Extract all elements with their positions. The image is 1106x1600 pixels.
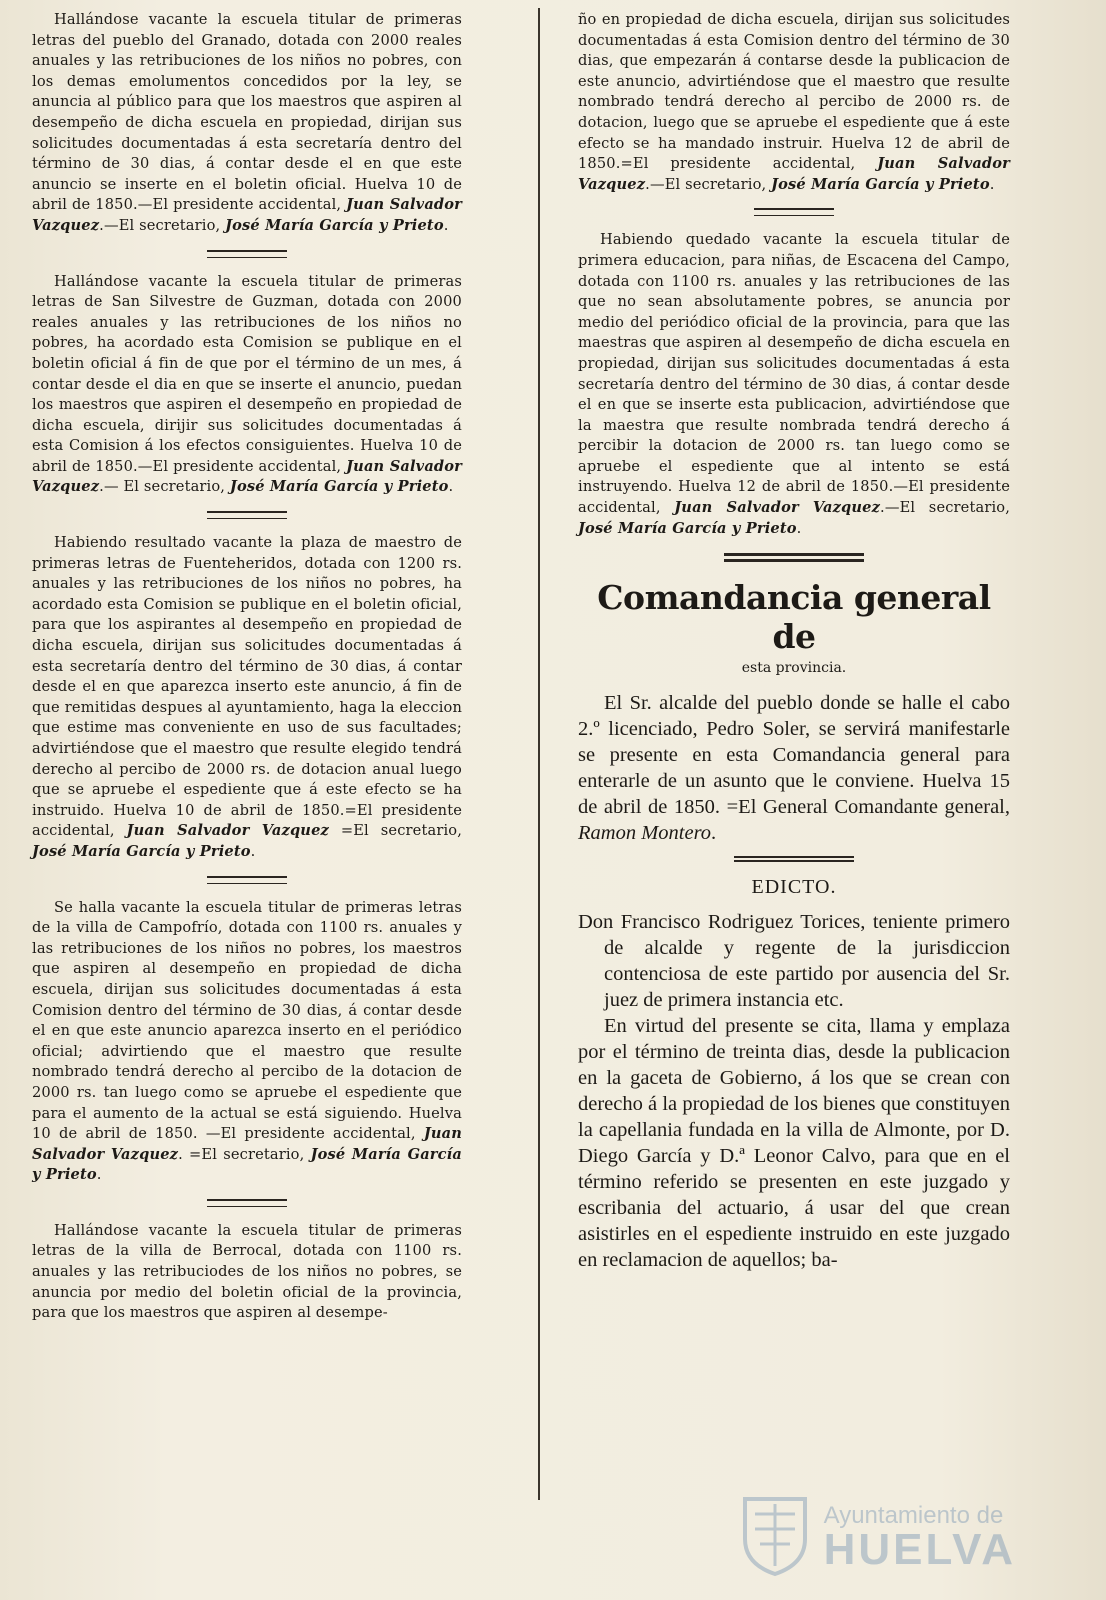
notice-text: . =El secretario, [178,1145,311,1163]
section-heading: Comandancia general de [597,578,991,657]
notice-text: =El secretario, [328,822,462,840]
right-column [578,10,1010,1273]
notice-text: Hallándose vacante la escuela titular de primeras letras del pueblo del Granado, dotada con 2000 reales anuales y las retribuciones de los niños no pobres, con los demas emolumentos concedidos por la ley, se anuncia al público para que los maestros que aspiren al desempeño de dicha escuela en propiedad, dirijan sus solicitudes documentadas á esta secretaría dentro del término de 30 dias, á contar desde el en que este anuncio se inserte en el boletin oficial. Huelva 10 de abril de 1850.—El presidente accidental, [32,11,462,214]
signature-presidente: Juan Salvador Vazquez [32,457,462,496]
left-column [32,10,462,1324]
signature-comandante: Ramon Montero [578,822,712,845]
notice-text: .—El secretario, [645,175,772,193]
notice-text: .—El secretario, [880,499,1011,517]
signature-secretario: José María García y Prieto [578,519,797,537]
notice-text: . [96,1166,102,1184]
notice-text: Hallándose vacante la escuela titular de primeras letras de la villa de Berrocal, dotada con 1100 rs. anuales y las retribuciodes de los niños no pobres, se anuncia por medio del boletin oficial de la provincia, para que los maestros que aspiren al desempe- [32,1221,462,1322]
notice-berrocal [32,1221,462,1324]
section-rule [734,856,854,862]
signature-presidente: Juan Salvador Vazquez [32,196,462,234]
notice-san-silvestre [32,272,462,499]
notice-text: Habiendo resultado vacante la plaza de maestro de primeras letras de Fuenteheridos, dotada con 1200 rs. anuales y las retribuciones de los niños no pobres, ha acordado esta Comision se publique en el boletin oficial, para que los aspirantes al desempeño en propiedad de dicha escuela, dirijan sus solicitudes documentadas á esta secretaría dentro del término de 30 dias, á contar desde el en que aparezca inserto este anuncio, á fin de que remitidas despues al ayuntamiento, haga la eleccion que estime mas conveniente en uso de sus facultades; advirtiéndose que el maestro que resulte elegido tendrá derecho al percibo de 2000 rs. de dotacion anual luego que se apruebe el espediente que á este efecto se ha instruido. Huelva 10 de abril de 1850.=El presidente accidental, [32,534,462,840]
signature-secretario: José María García y Prieto [32,842,251,860]
notice-text: .— El secretario, [99,478,230,496]
section-rule [207,876,287,884]
archive-watermark [740,1494,1016,1578]
notice-text: Hallándose vacante la escuela titular de primeras letras de San Silvestre de Guzman, dotada con 2000 reales anuales y las retribuciones de los niños no pobres, ha acordado esta Comision se publique en el boletin oficial á fin de que por el término de un mes, á contar desde el dia en que se inserte el anuncio, puedan los maestros que aspiren el desempeño en propiedad de dicha escuela, dirijir sus solicitudes documentadas á esta Comision á los efectos consiguientes. Huelva 10 de abril de 1850.—El presidente accidental, [32,272,462,475]
notice-text: ño en propiedad de dicha escuela, dirijan sus solicitudes documentadas á esta Comision dentro del término de 30 dias, que empezarán á contarse desde la publicacion de este anuncio, advirtiéndose que el maestro que resulte nombrado tendrá derecho al percibo de 2000 rs. de dotacion, luego que se apruebe el espediente que á este efecto se ha mandado instruir. Huelva 12 de abril de 1850.=El presidente accidental, [578,11,1010,173]
notice-text: . [443,216,449,234]
notice-text: Se halla vacante la escuela titular de primeras letras de la villa de Campofrío, dotada con 1100 rs. anuales y las retribuciones de los niños no pobres, los maestros que aspiren al desempeño en propiedad de dicha escuela, dirijan sus solicitudes documentadas á esta Comision dentro del término de 30 dias, á contar desde el en que este anuncio aparezca inserto en el periódico oficial; advirtiendo que el maestro que resulte nombrado tendrá derecho al percibo de la dotacion de 2000 rs. tan luego como se apruebe el espediente que para el aumento de la actual se está siguiendo. Huelva 10 de abril de 1850. —El presidente accidental, [32,898,462,1143]
notice-text: . [711,822,717,845]
section-rule [754,208,834,216]
column-divider [538,8,540,1500]
section-rule [207,1199,287,1207]
edicto-issuer: Don Francisco Rodriguez Torices, teniente primero de alcalde y regente de la jurisdiccion contenciosa de este partido por ausencia del Sr. juez de primera instancia etc. [578,911,1010,1012]
section-rule [207,250,287,258]
notice-berrocal-continued [578,10,1010,195]
edicto-body: En virtud del presente se cita, llama y emplaza por el término de treinta dias, desde la publicacion en la gaceta de Gobierno, á los que se crean con derecho á la propiedad de los bienes que constituyen la capellania fundada en la villa de Almonte, por D. Diego García y D.ª Leonor Calvo, para que en el término referido se presenten en este juzgado y escribania del actuario, á usar del que crean asistirles en el espediente instruido en este juzgado en reclamacion de aquellos; ba- [578,1015,1010,1272]
section-subheading: esta provincia. [741,660,847,677]
signature-secretario: José María García y Prieto [32,1145,462,1184]
notice-text: . [796,519,802,537]
notice-comandancia [578,690,1010,846]
notice-text: Habiendo quedado vacante la escuela titular de primera educacion, para niñas, de Escacena del Campo, dotada con 1100 rs. anuales y las retribuciones de las que no sean absolutamente pobres, se anuncia por medio del periódico oficial de la provincia, para que las maestras que aspiren al desempeño de dicha escuela en propiedad, dirijan sus solicitudes documentadas á esta secretaría dentro del término de 30 dias, á contar desde el en que se inserte esta publicacion, advirtiéndose que la maestra que resulte nombrada tendrá derecho á percibir la dotacion de 2000 rs. tan luego como se apruebe el espediente que al intento se está instruyendo. Huelva 12 de abril de 1850.—El presidente accidental, [578,231,1010,517]
shield-icon [740,1494,810,1578]
watermark-text [823,1502,1016,1574]
signature-presidente: Juan Salvador Vazquez [126,822,329,840]
notice-fuenteheridos [32,533,462,863]
notice-text: . [250,842,256,860]
signature-secretario: José María García y Prieto [225,216,444,234]
section-double-rule [724,553,864,562]
notice-campofrio [32,898,462,1186]
section-rule [207,511,287,519]
notice-text: . [448,478,454,496]
watermark-line2: HUELVA [823,1525,1016,1574]
notice-escacena [578,230,1010,539]
signature-secretario: José María García y Prieto [229,478,449,496]
signature-secretario: José María García y Prieto [771,175,990,193]
notice-text: . [989,175,995,193]
signature-presidente: Juan Salvador Vazquez [32,1125,462,1163]
notice-text: .—El secretario, [99,216,226,234]
edicto-title: EDICTO. [751,876,837,899]
notice-text: El Sr. alcalde del pueblo donde se halle el cabo 2.º licenciado, Pedro Soler, se servirá manifestarle se presente en esta Comandancia general para enterarle de un asunto que le conviene. Huelva 15 de abril de 1850. =El General Comandante general, [578,692,1010,819]
signature-presidente: Juan Salvador Vazquez [674,499,881,517]
watermark-line1: Ayuntamiento de [823,1502,1004,1529]
signature-presidente: Juan Salvador Vazquez [578,155,1011,193]
notice-granado [32,10,462,237]
